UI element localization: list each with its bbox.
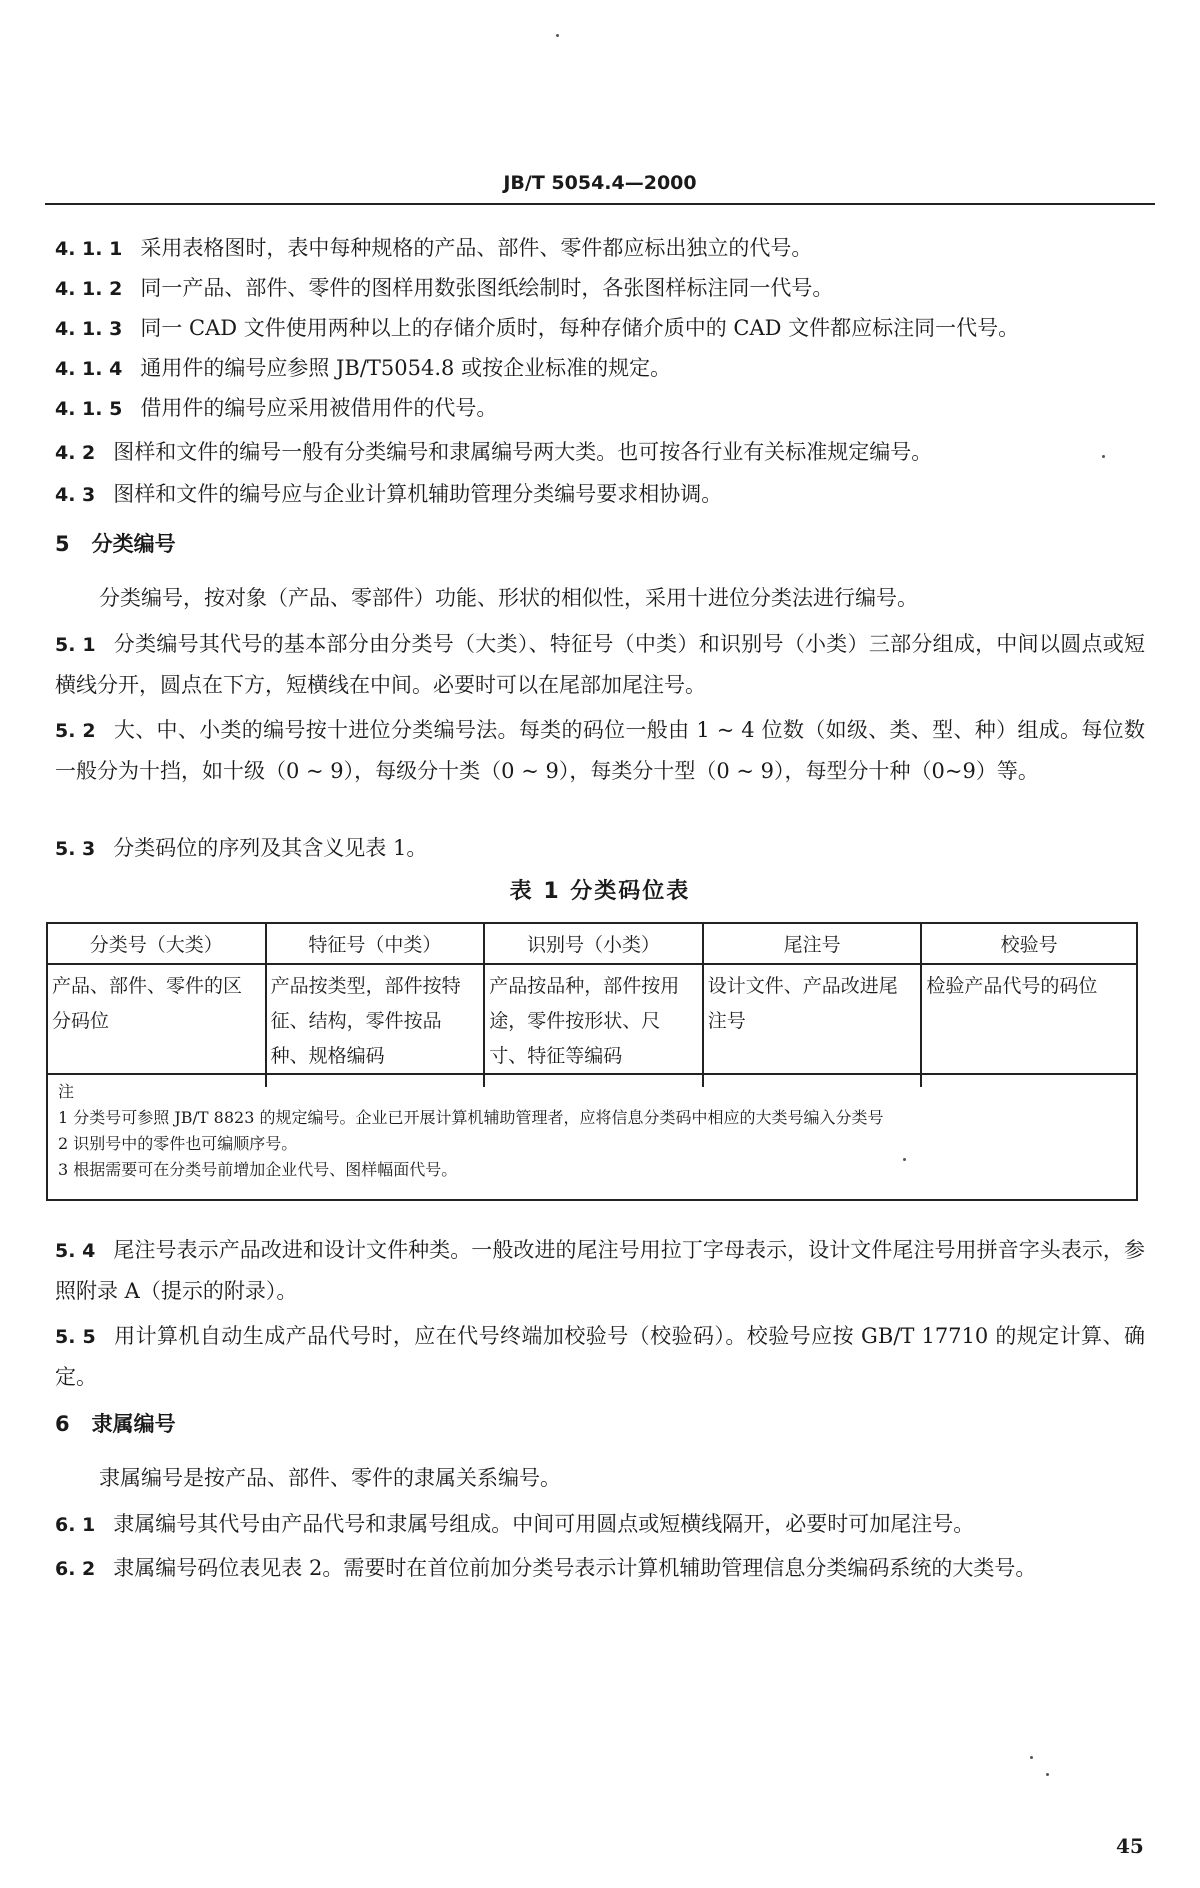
notes-title: 注 — [58, 1082, 75, 1101]
clause-5-1 — [55, 624, 1145, 705]
scan-speck — [1030, 1756, 1033, 1759]
clause-number: 5. 5 — [55, 1326, 96, 1348]
clause-4-1-3 — [55, 308, 1145, 349]
note-item: 2 识别号中的零件也可编顺序号。 — [58, 1134, 298, 1153]
classification-code-table — [46, 922, 1138, 1087]
section-6-heading — [55, 1404, 1145, 1444]
clause-text: 分类编号其代号的基本部分由分类号（大类）、特征号（中类）和识别号（小类）三部分组成，中间以圆点或短横线分开，圆点在下方，短横线在中间。必要时可以在尾部加尾注号。 — [55, 632, 1145, 697]
clause-number: 5. 4 — [55, 1240, 96, 1262]
clause-number: 4. 1. 3 — [55, 318, 123, 340]
clause-5-5 — [55, 1316, 1145, 1397]
header-rule — [45, 203, 1155, 205]
clause-text: 同一 CAD 文件使用两种以上的存储介质时，每种存储介质中的 CAD 文件都应标注同一代号。 — [140, 316, 1020, 340]
table-1-title: 表 1 分类码位表 — [509, 879, 691, 904]
clause-text: 同一产品、部件、零件的图样用数张图纸绘制时，各张图样标注同一代号。 — [140, 276, 834, 300]
scan-speck — [1102, 455, 1105, 458]
clause-4-1-2 — [55, 268, 1145, 309]
page-number: 45 — [1116, 1834, 1144, 1858]
section-number: 6 — [55, 1412, 70, 1436]
clause-6-1 — [55, 1504, 1145, 1545]
clause-text: 借用件的编号应采用被借用件的代号。 — [140, 396, 498, 420]
table-header-row — [47, 923, 1137, 964]
table-cell: 产品按类型，部件按特征、结构，零件按品种、规格编码 — [266, 964, 485, 1087]
clause-text: 用计算机自动生成产品代号时，应在代号终端加校验号（校验码）。校验号应按 GB/T 17710 的规定计算、确定。 — [55, 1324, 1145, 1389]
clause-number: 4. 1. 1 — [55, 238, 123, 260]
clause-4-1-5 — [55, 388, 1145, 429]
scan-speck — [1046, 1773, 1049, 1776]
table-cell: 设计文件、产品改进尾注号 — [703, 964, 922, 1087]
table-row — [47, 964, 1137, 1087]
clause-number: 6. 2 — [55, 1558, 96, 1580]
clause-text: 采用表格图时，表中每种规格的产品、部件、零件都应标出独立的代号。 — [140, 236, 813, 260]
clause-5-3 — [55, 828, 1145, 869]
clause-number: 4. 3 — [55, 484, 96, 506]
clause-4-2 — [55, 432, 1145, 473]
clause-text: 尾注号表示产品改进和设计文件种类。一般改进的尾注号用拉丁字母表示，设计文件尾注号用拼音字头表示，参照附录 A（提示的附录）。 — [55, 1238, 1145, 1303]
section-title: 分类编号 — [91, 532, 176, 556]
table-header-cell: 尾注号 — [703, 923, 922, 964]
section-5-intro: 分类编号，按对象（产品、零部件）功能、形状的相似性，采用十进位分类法进行编号。 — [99, 586, 918, 610]
section-5-heading — [55, 524, 1145, 564]
clause-text: 图样和文件的编号一般有分类编号和隶属编号两大类。也可按各行业有关标准规定编号。 — [113, 440, 933, 464]
table-header-cell: 特征号（中类） — [266, 923, 485, 964]
clause-text: 隶属编号码位表见表 2。需要时在首位前加分类号表示计算机辅助管理信息分类编码系统的大类号。 — [113, 1556, 1037, 1580]
section-title: 隶属编号 — [91, 1412, 176, 1436]
scan-speck — [903, 1158, 906, 1161]
clause-text: 大、中、小类的编号按十进位分类编号法。每类的码位一般由 1 ~ 4 位数（如级、类、型、种）组成。每位数一般分为十挡，如十级（0 ~ 9），每级分十类（0 ~ 9），每类分十型（0 ~ 9），每型分十种（0~9）等。 — [55, 718, 1145, 783]
clause-text: 通用件的编号应参照 JB/T5054.8 或按企业标准的规定。 — [140, 356, 672, 380]
clause-5-4 — [55, 1230, 1145, 1311]
clause-text: 隶属编号其代号由产品代号和隶属号组成。中间可用圆点或短横线隔开，必要时可加尾注号。 — [113, 1512, 975, 1536]
note-item: 1 分类号可参照 JB/T 8823 的规定编号。企业已开展计算机辅助管理者，应将信息分类码中相应的大类号编入分类号 — [58, 1108, 884, 1127]
clause-4-1-4 — [55, 348, 1145, 389]
page-header: JB/T 5054.4—2000 — [503, 172, 697, 194]
table-notes — [46, 1073, 1138, 1201]
note-item: 3 根据需要可在分类号前增加企业代号、图样幅面代号。 — [58, 1160, 458, 1179]
table-header-cell: 分类号（大类） — [47, 923, 266, 964]
clause-5-2 — [55, 710, 1145, 791]
scan-speck — [556, 34, 559, 37]
section-6-intro: 隶属编号是按产品、部件、零件的隶属关系编号。 — [99, 1466, 561, 1490]
clause-number: 5. 1 — [55, 634, 96, 656]
clause-number: 6. 1 — [55, 1514, 96, 1536]
table-header-cell: 校验号 — [921, 923, 1137, 964]
clause-4-1-1 — [55, 228, 1145, 269]
clause-number: 4. 1. 2 — [55, 278, 123, 300]
clause-6-2 — [55, 1548, 1145, 1589]
table-cell: 产品、部件、零件的区分码位 — [47, 964, 266, 1087]
clause-text: 图样和文件的编号应与企业计算机辅助管理分类编号要求相协调。 — [113, 482, 723, 506]
table-cell: 检验产品代号的码位 — [921, 964, 1137, 1087]
table-cell: 产品按品种，部件按用途，零件按形状、尺寸、特征等编码 — [484, 964, 703, 1087]
section-number: 5 — [55, 532, 70, 556]
clause-4-3 — [55, 474, 1145, 515]
clause-number: 4. 1. 5 — [55, 398, 123, 420]
table-header-cell: 识别号（小类） — [484, 923, 703, 964]
clause-text: 分类码位的序列及其含义见表 1。 — [113, 836, 428, 860]
clause-number: 4. 1. 4 — [55, 358, 123, 380]
clause-number: 5. 3 — [55, 838, 96, 860]
clause-number: 4. 2 — [55, 442, 96, 464]
clause-number: 5. 2 — [55, 720, 96, 742]
